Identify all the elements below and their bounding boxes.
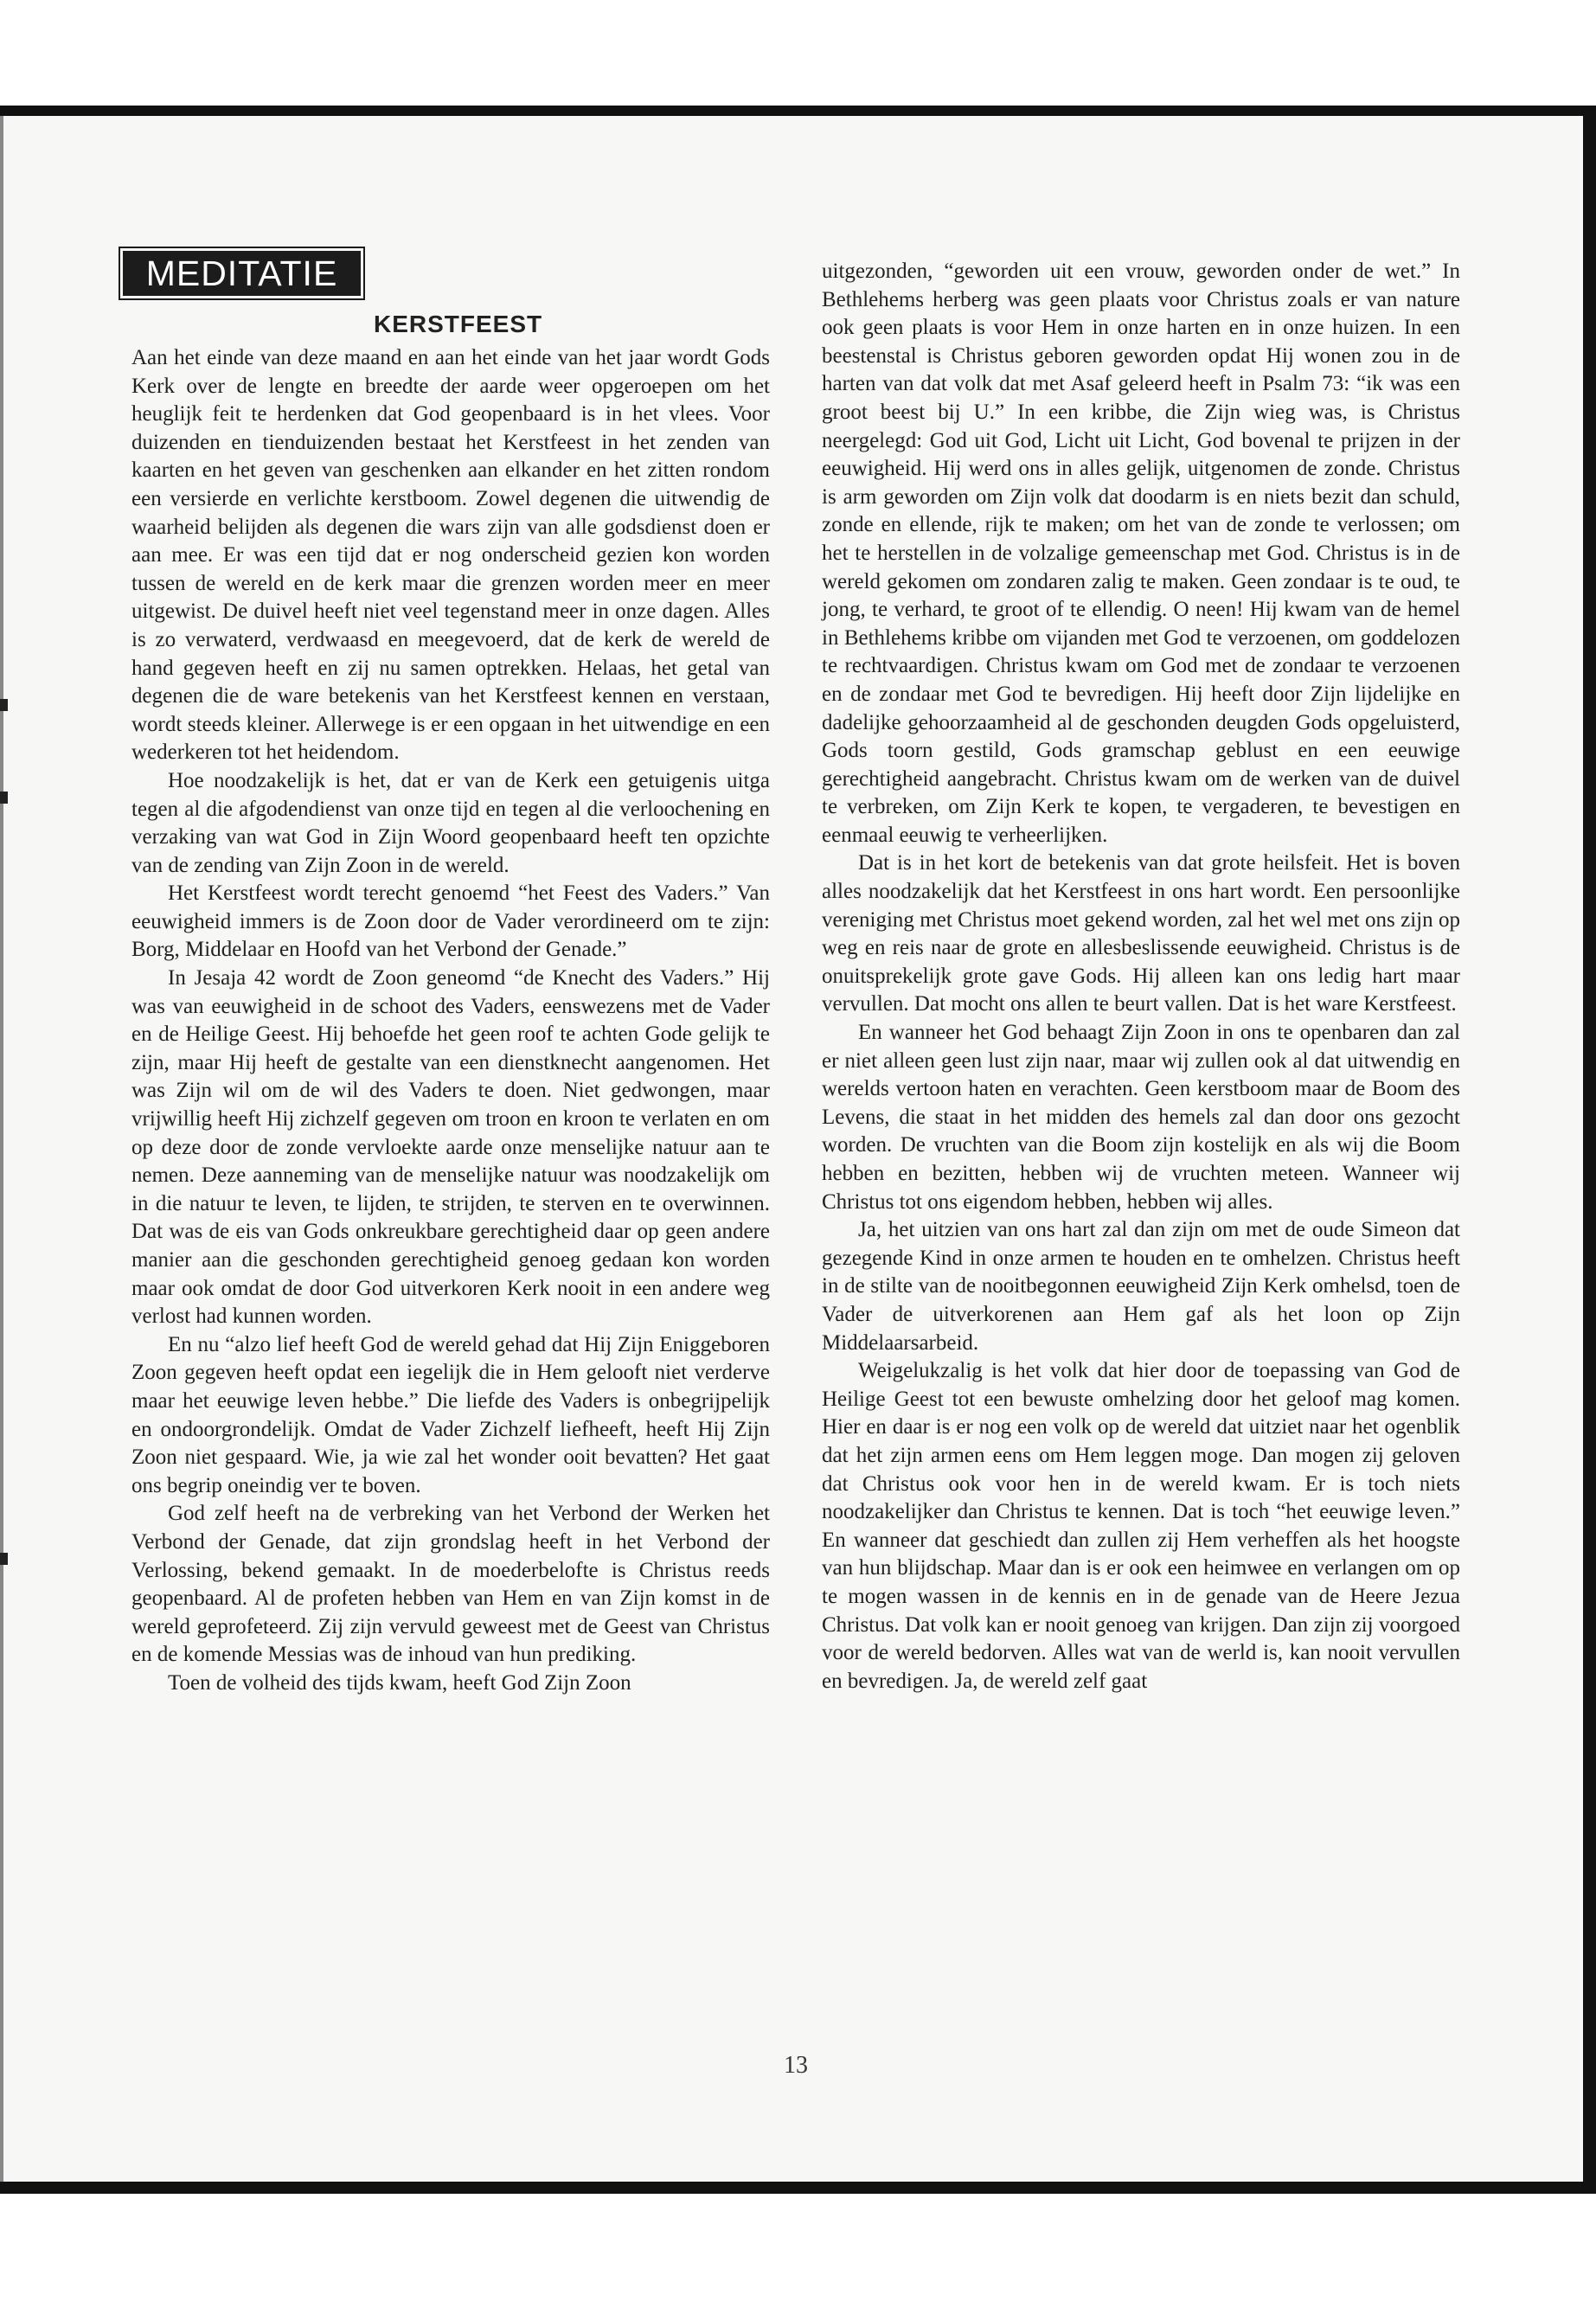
paragraph: Het Kerstfeest wordt terecht genoemd “het Feest des Vaders.” Van eeuwigheid immers is de Zoon door de Vader verordineerd om te zijn: Borg, Middelaar en Hoofd van het Verbond der Genade.” — [131, 881, 770, 962]
paragraph: Aan het einde van deze maand en aan het einde van het jaar wordt Gods Kerk over de lengte en breedte der aarde weer opgeroepen om het heuglijk feit te herdenken dat God geopenbaard is in het vlees. Voor duizenden en tienduizenden bestaat het Kerstfeest in het zenden van kaarten en het geven van geschenken aan elkander en het zitten rondom een versierde en verlichte kerstboom. Zowel degenen die uitwendig de waarheid belijden als degenen die wars zijn van alle godsdienst doen er aan mee. Er was een tijd dat er nog onderscheid gezien kon worden tussen de wereld en de kerk maar die grenzen worden meer en meer uitgewist. De duivel heeft niet veel tegenstand meer in onze dagen. Alles is zo verwaterd, verdwaasd en meegevoerd, dat de kerk de wereld de hand gegeven heeft en zij nu samen optrekken. Helaas, het getal van degenen die de ware betekenis van het Kerstfeest kennen en verstaan, wordt steeds kleiner. Allerwege is er een opgaan in het uitwendige en een wederkeren tot het heidendom. — [131, 346, 770, 765]
paragraph: En nu “alzo lief heeft God de wereld gehad dat Hij Zijn Eniggeboren Zoon gegeven heeft opdat een iegelijk die in Hem gelooft niet verderve maar het eeuwige leven hebbe.” Die liefde des Vaders is onbegrijpelijk en ondoorgrondelijk. Omdat de Vader Zichzelf liefheeft, heeft Hij Zijn Zoon niet gespaard. Wie, ja wie zal het wonder ooit bevatten? Het gaat ons begrip oneindig ver te boven. — [131, 1332, 770, 1497]
paragraph: Ja, het uitzien van ons hart zal dan zijn om met de oude Simeon dat gezegende Kind in onze armen te houden en te omhelzen. Christus heeft in de stilte van de nooitbegonnen eeuwigheid Zijn Kerk omhelsd, toen de Vader de uitverkorenen aan Hem gaf als het loon op Zijn Middelaarsarbeid. — [822, 1218, 1460, 1355]
bottom-border — [0, 2182, 1596, 2194]
paragraph: Weigelukzalig is het volk dat hier door de toepassing van God de Heilige Geest tot een bewuste omhelzing door het geloof mag komen. Hier en daar is er nog een volk op de wereld dat uitziet naar het ogenblik dat het zijn armen eens om Hem leggen moge. Dan mogen zij geloven dat Christus ook voor hen in de wereld kwam. Er is toch niets noodzakelijker dan Christus te kennen. Dat is toch “het eeuwige leven.” En wanneer dat geschiedt dan zullen zij Hem verheffen als het hoogste van hun blijdschap. Maar dan is er ook een heimwee en verlangen om op te mogen wassen in de kennis en in de genade van de Heere Jezua Christus. Dat volk kan er nooit genoeg van krijgen. Dan zijn zij voorgoed voor de wereld bedorven. Alles wat van de werld is, kan nooit vervullen en bevredigen. Ja, de wereld zelf gaat — [822, 1359, 1460, 1693]
right-border — [1583, 106, 1596, 2194]
paragraph: Toen de volheid des tijds kwam, heeft God Zijn Zoon — [168, 1670, 631, 1695]
paragraph: God zelf heeft na de verbreking van het Verbond der Werken het Verbond der Genade, dat zijn grondslag heeft in het Verbond der Verlossing, bekend gemaakt. In de moederbelofte is Christus reeds geopenbaard. Al de profeten hebben van Hem en van Zijn komst in de wereld geprofeteerd. Zij zijn vervuld geweest met de Geest van Christus en de komende Messias was de inhoud van hun prediking. — [131, 1502, 770, 1667]
article-title: KERSTFEEST — [374, 311, 543, 337]
margin-mark — [0, 792, 8, 804]
right-column — [822, 258, 1460, 1695]
top-border — [0, 106, 1596, 116]
paragraph: Hoe noodzakelijk is het, dat er van de Kerk een getuigenis uitga tegen al die afgodendienst van onze tijd en tegen al die verloochening en verzaking van wat God in Zijn Woord geopenbaard heeft ten opzichte van de zending van Zijn Zoon in de wereld. — [131, 768, 770, 877]
paragraph: uitgezonden, “geworden uit een vrouw, geworden onder de wet.” In Bethlehems herberg was geen plaats voor Christus zoals er van nature ook geen plaats is voor Hem in onze harten en in onze huizen. In een beestenstal is Christus geboren geworden opdat Hij wonen zou in de harten van dat volk dat met Asaf geleerd heeft in Psalm 73: “ik was een groot beest bij U.” In een kribbe, die Zijn wieg was, is Christus neergelegd: God uit God, Licht uit Licht, God bovenal te prijzen in der eeuwigheid. Hij werd ons in alles gelijk, uitgenomen de zonde. Christus is arm geworden om Zijn volk dat doodarm is en niets bezit dan schuld, zonde en ellende, rijk te maken; om het van de zonde te verlossen; om het te herstellen in de volzalige gemeenschap met God. Christus is in de wereld gekomen om zondaren zalig te maken. Geen zondaar is te oud, te jong, te verhard, te groot of te ellendig. O neen! Hij kwam van de hemel in Bethlehems kribbe om vijanden met God te verzoenen, om goddelozen te rechtvaardigen. Christus kwam om God met de zondaar te verzoenen en de zondaar met God te bevredigen. Hij heeft door Zijn lijdelijke en dadelijke gehoorzaamheid al de geschonden deugden Gods opgeluisterd, Gods toorn gestild, Gods gramschap geblust en een eeuwige gerechtigheid aangebracht. Christus kwam om de werken van de duivel te verbreken, om Zijn Kerk te kopen, te vergaderen, te bevestigen en eenmaal eeuwig te verheerlijken. — [822, 260, 1460, 847]
margin-mark — [0, 699, 8, 711]
page-number: 13 — [784, 2052, 808, 2079]
paragraph: In Jesaja 42 wordt de Zoon geneomd “de Knecht des Vaders.” Hij was van eeuwigheid in de schoot des Vaders, eenswezens met de Vader en de Heilige Geest. Hij behoefde het geen roof te achten Gode gelijk te zijn, maar Hij heeft de gestalte van een dienstknecht aangenomen. Het was Zijn wil om de wil des Vaders te doen. Niet gedwongen, maar vrijwillig heeft Hij zichzelf gegeven om troon en kroon te verlaten en om op deze door de zonde vervloekte aarde onze menselijke natuur aan te nemen. Deze aanneming van de menselijke natuur was noodzakelijk om in die natuur te leven, te lijden, te strijden, te sterven en te overwinnen. Dat was de eis van Gods onkreukbare gerechtigheid daar op geen andere manier aan die geschonden gerechtigheid genoeg gedaan kon worden maar ook omdat de door God uitverkoren Kerk nooit in een andere weg verlost had kunnen worden. — [131, 966, 770, 1329]
section-label: MEDITATIE — [123, 251, 361, 296]
margin-mark — [0, 1553, 8, 1565]
left-column — [131, 344, 770, 1698]
paragraph: Dat is in het kort de betekenis van dat grote heilsfeit. Het is boven alles noodzakelijk dat het Kerstfeest in ons hart wordt. Een persoonlijke vereniging met Christus moet gekend worden, zal het wel met ons zijn op weg en reis naar de grote en allesbeslissende eeuwigheid. Christus is de onuitsprekelijk grote gave Gods. Hij alleen kan ons ledig hart maar vervullen. Dat mocht ons allen te beurt vallen. Dat is het ware Kerstfeest. — [822, 851, 1460, 1016]
paragraph: En wanneer het God behaagt Zijn Zoon in ons te openbaren dan zal er niet alleen geen lust zijn naar, maar wij zullen ook al dat uitwendig en werelds vertoon haten en verachten. Geen kerstboom maar de Boom des Levens, die staat in het midden des hemels zal dan door ons gezocht worden. De vruchten van die Boom zijn kostelijk en als wij die Boom hebben en bezitten, hebben wij de vruchten meteen. Wanneer wij Christus tot ons eigendom hebben, hebben wij alles. — [822, 1021, 1460, 1214]
left-edge — [0, 116, 3, 2182]
